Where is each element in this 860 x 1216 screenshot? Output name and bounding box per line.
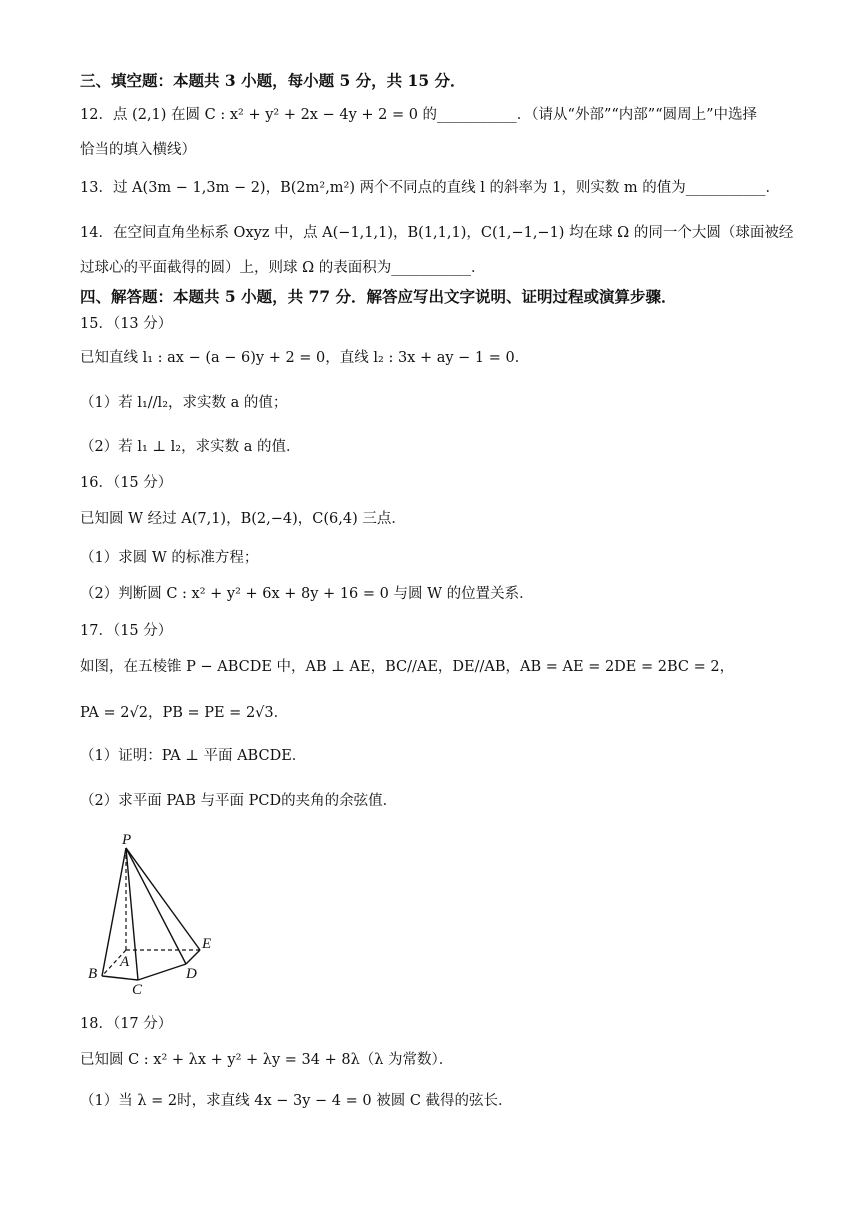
- q12-line1: 12．点 (2,1) 在圆 C : x² + y² + 2x − 4y + 2 = 0 的___________．（请从“外部”“内部”“圆周上”中选择: [80, 107, 758, 123]
- label-C: C: [132, 982, 143, 996]
- section-fill-header: 三、填空题：本题共 3 小题，每小题 5 分，共 15 分．: [80, 71, 466, 90]
- edge-BC: [102, 976, 138, 980]
- edge-DE: [186, 950, 200, 964]
- label-P: P: [122, 832, 132, 848]
- label-D: D: [186, 966, 197, 982]
- q18-stem: 已知圆 C : x² + λx + y² + λy = 34 + 8λ（λ 为常数）．: [80, 1052, 454, 1068]
- label-A: A: [120, 954, 130, 970]
- section-answer-header: 四、解答题：本题共 5 小题，共 77 分．解答应写出文字说明、证明过程或演算步骤．: [80, 287, 677, 306]
- label-E: E: [202, 936, 212, 952]
- q14-line1: 14．在空间直角坐标系 Oxyz 中，点 A(−1,1,1)，B(1,1,1)，C(1,−1,−1) 均在球 Ω 的同一个大圆（球面被经: [80, 225, 794, 241]
- edge-PE: [126, 848, 200, 950]
- q17-stem-line1: 如图，在五棱锥 P − ABCDE 中，AB ⊥ AE，BC//AE，DE//AB，AB = AE = 2DE = 2BC = 2，: [80, 659, 735, 675]
- edge-CD: [138, 964, 186, 980]
- q12-line2: 恰当的填入横线）: [80, 142, 196, 158]
- label-B: B: [88, 966, 98, 982]
- q16-stem: 已知圆 W 经过 A(7,1)，B(2,−4)，C(6,4) 三点．: [80, 511, 406, 527]
- q15-part1: （1）若 l₁//l₂，求实数 a 的值；: [80, 395, 288, 411]
- q15-head: 15．（13 分）: [80, 316, 173, 332]
- q15-part2: （2）若 l₁ ⊥ l₂，求实数 a 的值．: [80, 439, 301, 455]
- q17-part2: （2）求平面 PAB 与平面 PCD的夹角的余弦值．: [80, 793, 398, 809]
- q17-head: 17．（15 分）: [80, 623, 173, 639]
- q15-stem: 已知直线 l₁ : ax − (a − 6)y + 2 = 0，直线 l₂ : 3x + ay − 1 = 0．: [80, 350, 530, 366]
- q14-line2: 过球心的平面截得的圆）上，则球 Ω 的表面积为___________．: [80, 260, 486, 276]
- q16-part2: （2）判断圆 C : x² + y² + 6x + 8y + 16 = 0 与圆 W 的位置关系．: [80, 586, 534, 602]
- q16-part1: （1）求圆 W 的标准方程；: [80, 550, 259, 566]
- q17-stem-line2: PA = 2√2，PB = PE = 2√3．: [80, 705, 289, 721]
- pyramid-figure: [82, 828, 222, 996]
- q13-line1: 13．过 A(3m − 1,3m − 2)，B(2m²,m²) 两个不同点的直线 l 的斜率为 1，则实数 m 的值为___________．: [80, 180, 781, 196]
- q16-head: 16．（15 分）: [80, 475, 173, 491]
- q18-part1: （1）当 λ = 2时，求直线 4x − 3y − 4 = 0 被圆 C 截得的弦长．: [80, 1093, 513, 1109]
- q18-head: 18．（17 分）: [80, 1016, 173, 1032]
- q17-part1: （1）证明：PA ⊥ 平面 ABCDE．: [80, 748, 307, 764]
